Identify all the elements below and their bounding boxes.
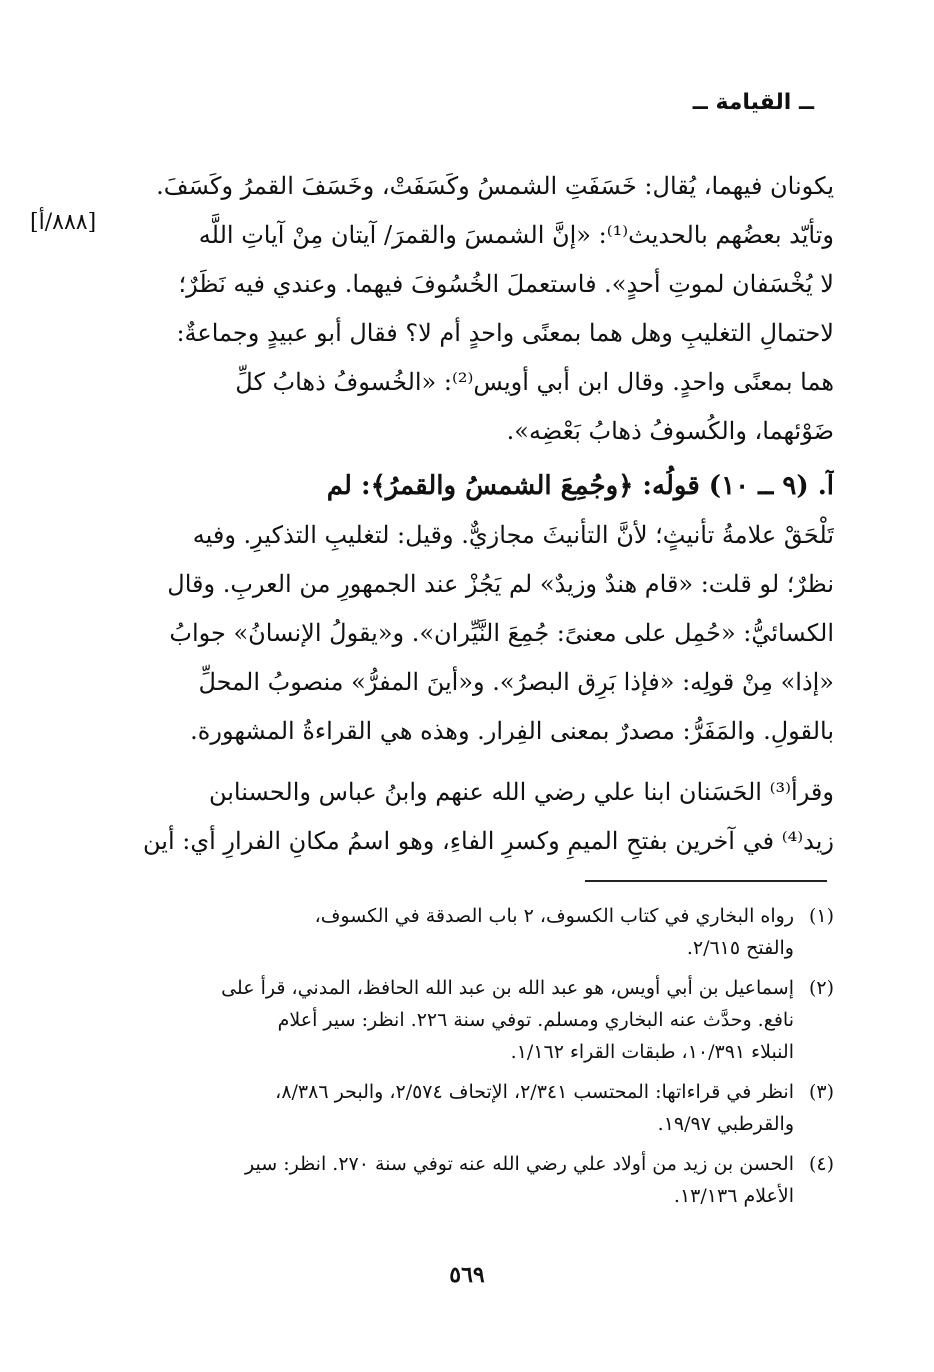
text-line: ضَوْئهما، والكُسوفُ ذهابُ بَعْضِه». [506,417,834,445]
text-line: «إذا» مِنْ قولِه: «فإذا بَرِق البصرُ». و«أينَ المفرُّ» منصوبُ المحلِّ [198,668,834,696]
footnote-line: الحسن بن زيد من أولاد علي رضي الله عنه توفي سنة ٢٧٠. انظر: سير [245,1153,794,1175]
paragraph-2 [99,462,834,756]
running-head: ــ القيامة ــ [692,90,814,115]
paragraph-1 [99,162,834,456]
text-line: يكونان فيهما، يُقال: خَسَفَتِ الشمسُ وكَسَفَتْ، وخَسَفَ القمرُ وكَسَفَ. [156,172,834,200]
footnote-line: والقرطبي ١٩/٩٧. [657,1113,794,1135]
footnote-line: نافع. وحدَّث عنه البخاري ومسلم. توفي سنة ٢٢٦. انظر: سير أعلام [277,1009,794,1031]
text-line: لاحتمالِ التغليبِ وهل هما بمعنًى واحدٍ أم لا؟ فقال أبو عبيدٍ وجماعةٌ: [176,319,834,347]
footnote-number: (٤) [808,1153,834,1175]
footnote-number: (١) [808,905,834,927]
paragraph-3 [99,768,834,866]
footnote-line: رواه البخاري في كتاب الكسوف، ٢ باب الصدقة في الكسوف، [314,905,794,927]
page-number: ٥٦٩ [449,1262,485,1288]
text-line: بالقولِ. والمَفَرُّ: مصدرٌ بمعنى الفِرار. وهذه هي القراءةُ المشهورة. [190,717,834,745]
text-line: زيد⁽⁴⁾ في آخرين بفتحِ الميمِ وكسرِ الفاءِ، وهو اسمُ مكانِ الفرارِ أي: أين [143,827,834,855]
footnotes [99,900,834,1220]
footnote-separator [585,880,827,882]
text-line: لا يُخْسَفان لموتِ أحدٍ». فاستعملَ الخُسُوفَ فيهما. وعندي فيه نَظَرٌ؛ [178,270,834,298]
text-line: وتأيّد بعضُهم بالحديث⁽¹⁾: «إنَّ الشمسَ والقمرَ/ آيتان مِنْ آياتِ اللَّه [198,221,834,249]
footnote-line: النبلاء ١٠/٣٩١، طبقات القراء ١/١٦٢. [510,1041,794,1063]
text-line: تَلْحَقْ علامةُ تأنيثٍ؛ لأنَّ التأنيثَ مجازيٌّ. وقيل: لتغليبِ التذكيرِ. وفيه [192,521,834,549]
text-line: وقرأ⁽³⁾ الحَسَنان ابنا علي رضي الله عنهم وابنُ عباس والحسنابن [208,778,834,806]
text-line: الكسائيُّ: «حُمِل على معنىً: جُمِعَ النَّيِّران». و«يقولُ الإنسانُ» جوابُ [169,619,834,647]
footnote-line: والفتح ٢/٦١٥. [686,937,794,959]
footnote [99,1076,834,1140]
footnote-number: (٢) [808,977,834,999]
footnote [99,900,834,964]
footnote [99,1148,834,1212]
footnote-line: الأعلام ١٣/١٣٦. [673,1185,794,1207]
footnote-number: (٣) [808,1081,834,1103]
text-line: هما بمعنًى واحدٍ. وقال ابن أبي أويس⁽²⁾: «الخُسوفُ ذهابُ كلِّ [235,368,834,396]
text-line: نظرٌ؛ لو قلت: «قام هندٌ وزيدٌ» لم يَجُزْ عند الجمهورِ من العربِ. وقال [167,570,834,598]
footnote-line: إسماعيل بن أبي أويس، هو عبد الله بن عبد الله الحافظ، المدني، قرأ على [221,977,794,999]
footnote-line: انظر في قراءاتها: المحتسب ٢/٣٤١، الإتحاف ٢/٥٧٤، والبحر ٨/٣٨٦، [275,1081,794,1103]
verse-heading: آ. (٩ ــ ١٠) قولُه: ﴿وجُمِعَ الشمسُ والقمرُ﴾: لم [326,471,834,501]
footnote [99,972,834,1068]
manuscript-folio-note: [٨٨٨/أ] [30,210,97,235]
